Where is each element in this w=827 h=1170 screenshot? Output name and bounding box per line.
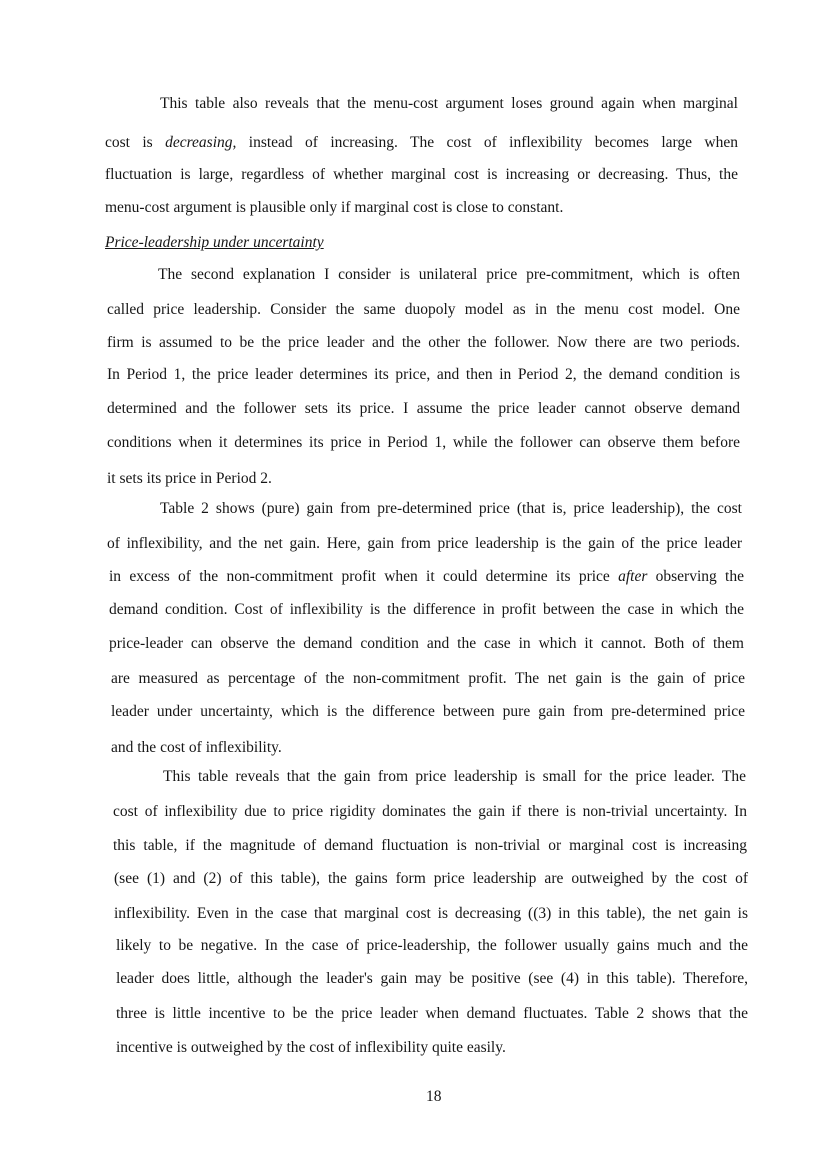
body-text-line: this table, if the magnitude of demand fluctuation is non-trivial or marginal cost is increasing <box>113 837 747 854</box>
body-text-line: This table also reveals that the menu-cost argument loses ground again when marginal <box>160 95 738 112</box>
section-heading: Price-leadership under uncertainty <box>105 234 324 251</box>
body-text-line: determined and the follower sets its price. I assume the price leader cannot observe demand <box>107 400 740 417</box>
body-text-line: cost is decreasing, instead of increasing. The cost of inflexibility becomes large when <box>105 134 738 151</box>
body-text-line: are measured as percentage of the non-commitment profit. The net gain is the gain of price <box>111 670 745 687</box>
body-text-line: leader does little, although the leader's gain may be positive (see (4) in this table). Therefore, <box>116 970 748 987</box>
body-text-line: likely to be negative. In the case of price-leadership, the follower usually gains much and the <box>116 937 748 954</box>
body-text-line: and the cost of inflexibility. <box>111 739 282 756</box>
body-text-line: price-leader can observe the demand condition and the case in which it cannot. Both of them <box>109 635 744 652</box>
body-text-line: of inflexibility, and the net gain. Here, gain from price leadership is the gain of the price leader <box>107 535 742 552</box>
body-text-line: The second explanation I consider is unilateral price pre-commitment, which is often <box>158 266 740 283</box>
body-text-line: called price leadership. Consider the same duopoly model as in the menu cost model. One <box>107 301 740 318</box>
page-number: 18 <box>426 1088 442 1105</box>
body-text-line: (see (1) and (2) of this table), the gains form price leadership are outweighed by the cost of <box>114 870 748 887</box>
body-text-line: menu-cost argument is plausible only if marginal cost is close to constant. <box>105 199 564 216</box>
emphasis-text: after <box>618 568 648 585</box>
body-text-line: fluctuation is large, regardless of whether marginal cost is increasing or decreasing. Thus, the <box>105 166 738 183</box>
body-text-line: In Period 1, the price leader determines its price, and then in Period 2, the demand condition is <box>107 366 740 383</box>
body-text-line: in excess of the non-commitment profit when it could determine its price after observing the <box>109 568 744 585</box>
body-text-line: Table 2 shows (pure) gain from pre-determined price (that is, price leadership), the cost <box>160 500 742 517</box>
body-text-line: cost of inflexibility due to price rigidity dominates the gain if there is non-trivial uncertainty. In <box>113 803 747 820</box>
body-text-line: leader under uncertainty, which is the difference between pure gain from pre-determined price <box>111 703 745 720</box>
body-text-line: This table reveals that the gain from price leadership is small for the price leader. The <box>163 768 746 785</box>
body-text-line: it sets its price in Period 2. <box>107 470 272 487</box>
body-text-line: incentive is outweighed by the cost of inflexibility quite easily. <box>116 1039 506 1056</box>
body-text-line: firm is assumed to be the price leader and the other the follower. Now there are two periods. <box>107 334 740 351</box>
body-text-line: inflexibility. Even in the case that marginal cost is decreasing ((3) in this table), the net gain is <box>114 905 748 922</box>
body-text-line: three is little incentive to be the price leader when demand fluctuates. Table 2 shows that the <box>116 1005 748 1022</box>
body-text-line: demand condition. Cost of inflexibility is the difference in profit between the case in which the <box>109 601 744 618</box>
emphasis-text: decreasing, <box>165 134 237 151</box>
body-text-line: conditions when it determines its price in Period 1, while the follower can observe them before <box>107 434 740 451</box>
